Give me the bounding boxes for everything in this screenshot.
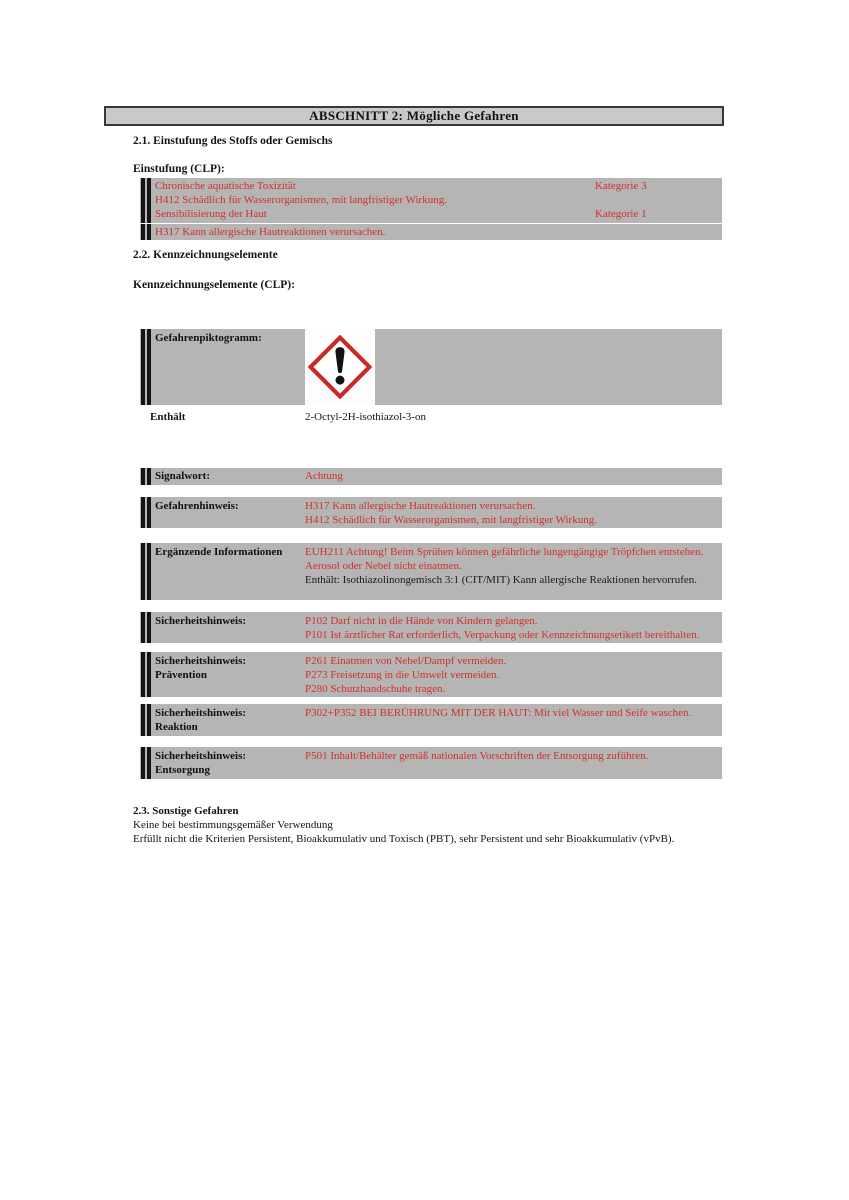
change-bar-icon bbox=[141, 612, 151, 643]
classification-text: H317 Kann allergische Hautreaktionen verursachen. bbox=[155, 226, 386, 238]
sicherheitshinweis-label: Sicherheitshinweis: bbox=[155, 615, 247, 627]
reaktion-label bbox=[155, 706, 246, 734]
praevention-label bbox=[155, 654, 246, 682]
classification-text: H412 Schädlich für Wasserorganismen, mit langfristiger Wirkung. bbox=[155, 194, 447, 206]
other-hazards-line: Erfüllt nicht die Kriterien Persistent, Bioakkumulativ und Toxisch (PBT), sehr Persistent und sehr Bioakkumulativ (vPvB). bbox=[133, 833, 675, 845]
change-bar-icon bbox=[141, 704, 151, 736]
ergaenzende-label: Ergänzende Informationen bbox=[155, 546, 283, 558]
change-bar-icon bbox=[141, 747, 151, 779]
precautionary-statement: P280 Schutzhandschuhe tragen. bbox=[305, 683, 446, 695]
gefahrenhinweis-label: Gefahrenhinweis: bbox=[155, 500, 239, 512]
pictogram-label: Gefahrenpiktogramm: bbox=[155, 332, 262, 344]
precautionary-statement: P273 Freisetzung in die Umwelt vermeiden. bbox=[305, 669, 500, 681]
classification-category: Kategorie 1 bbox=[595, 208, 647, 220]
contains-label: Enthält bbox=[150, 411, 186, 423]
sicherheitshinweis-entsorgung-row bbox=[140, 747, 722, 779]
sicherheitshinweis-praevention-row bbox=[140, 652, 722, 697]
sicherheitshinweis-reaktion-row bbox=[140, 704, 722, 736]
hazard-statement: H412 Schädlich für Wasserorganismen, mit langfristiger Wirkung. bbox=[305, 514, 597, 526]
classification-category: Kategorie 3 bbox=[595, 180, 647, 192]
classification-row bbox=[140, 193, 722, 207]
precautionary-statement: P302+P352 BEI BERÜHRUNG MIT DER HAUT: Mit viel Wasser und Seife waschen. bbox=[305, 707, 692, 719]
ghs07-exclamation-mark-icon bbox=[308, 335, 372, 399]
precautionary-statement: P101 Ist ärztlicher Rat erforderlich, Verpackung oder Kennzeichnungsetikett bereithalten. bbox=[305, 629, 700, 641]
ergaenzende-informationen-row bbox=[140, 543, 722, 600]
label-line1: Sicherheitshinweis: bbox=[155, 655, 247, 667]
supplemental-statement: Aerosol oder Nebel nicht einatmen. bbox=[305, 560, 462, 572]
label-line2: Prävention bbox=[155, 669, 207, 681]
heading-2-2: 2.2. Kennzeichnungselemente bbox=[133, 249, 278, 261]
precautionary-statement: P102 Darf nicht in die Hände von Kindern gelangen. bbox=[305, 615, 538, 627]
gefahrenhinweis-row bbox=[140, 497, 722, 528]
label-line2: Entsorgung bbox=[155, 764, 211, 776]
classification-text: Sensibilisierung der Haut bbox=[155, 208, 267, 220]
kennzeichnung-clp-label: Kennzeichnungselemente (CLP): bbox=[133, 279, 295, 291]
other-hazards-line: Keine bei bestimmungsgemäßer Verwendung bbox=[133, 819, 333, 831]
hazard-statement: H317 Kann allergische Hautreaktionen verursachen. bbox=[305, 500, 536, 512]
change-bar-icon bbox=[141, 329, 151, 405]
contains-value: 2-Octyl-2H-isothiazol-3-on bbox=[305, 411, 426, 423]
signalwort-row bbox=[140, 468, 722, 485]
heading-2-1: 2.1. Einstufung des Stoffs oder Gemischs bbox=[133, 135, 333, 147]
label-line1: Sicherheitshinweis: bbox=[155, 750, 247, 762]
classification-table-block-1 bbox=[140, 178, 722, 223]
change-bar-icon bbox=[141, 652, 151, 697]
classification-text: Chronische aquatische Toxizität bbox=[155, 180, 296, 192]
classification-row bbox=[140, 207, 722, 221]
sicherheitshinweis-row bbox=[140, 612, 722, 643]
entsorgung-label bbox=[155, 749, 246, 777]
supplemental-statement: EUH211 Achtung! Beim Sprühen können gefährliche lungengängige Tröpfchen entstehen. bbox=[305, 546, 704, 558]
section-title: ABSCHNITT 2: Mögliche Gefahren bbox=[309, 108, 519, 123]
change-bar-icon bbox=[141, 468, 151, 485]
precautionary-statement: P501 Inhalt/Behälter gemäß nationalen Vorschriften der Entsorgung zuführen. bbox=[305, 750, 649, 762]
classification-table-block-2 bbox=[140, 224, 722, 240]
pictogram-frame bbox=[305, 329, 375, 405]
label-line1: Sicherheitshinweis: bbox=[155, 707, 247, 719]
heading-2-3: 2.3. Sonstige Gefahren bbox=[133, 805, 239, 817]
signalwort-label: Signalwort: bbox=[155, 470, 210, 482]
change-bar-icon bbox=[141, 543, 151, 600]
precautionary-statement: P261 Einatmen von Nebel/Dampf vermeiden. bbox=[305, 655, 507, 667]
pictogram-row bbox=[140, 329, 722, 405]
supplemental-statement: Enthält: Isothiazolinongemisch 3:1 (CIT/MIT) Kann allergische Reaktionen hervorrufen. bbox=[305, 574, 698, 586]
section-header-bar bbox=[104, 106, 724, 126]
classification-row bbox=[140, 225, 722, 239]
label-line2: Reaktion bbox=[155, 721, 198, 733]
signalwort-value: Achtung bbox=[305, 470, 343, 482]
classification-row bbox=[140, 179, 722, 193]
change-bar-icon bbox=[141, 497, 151, 528]
einstufung-clp-label: Einstufung (CLP): bbox=[133, 163, 225, 175]
